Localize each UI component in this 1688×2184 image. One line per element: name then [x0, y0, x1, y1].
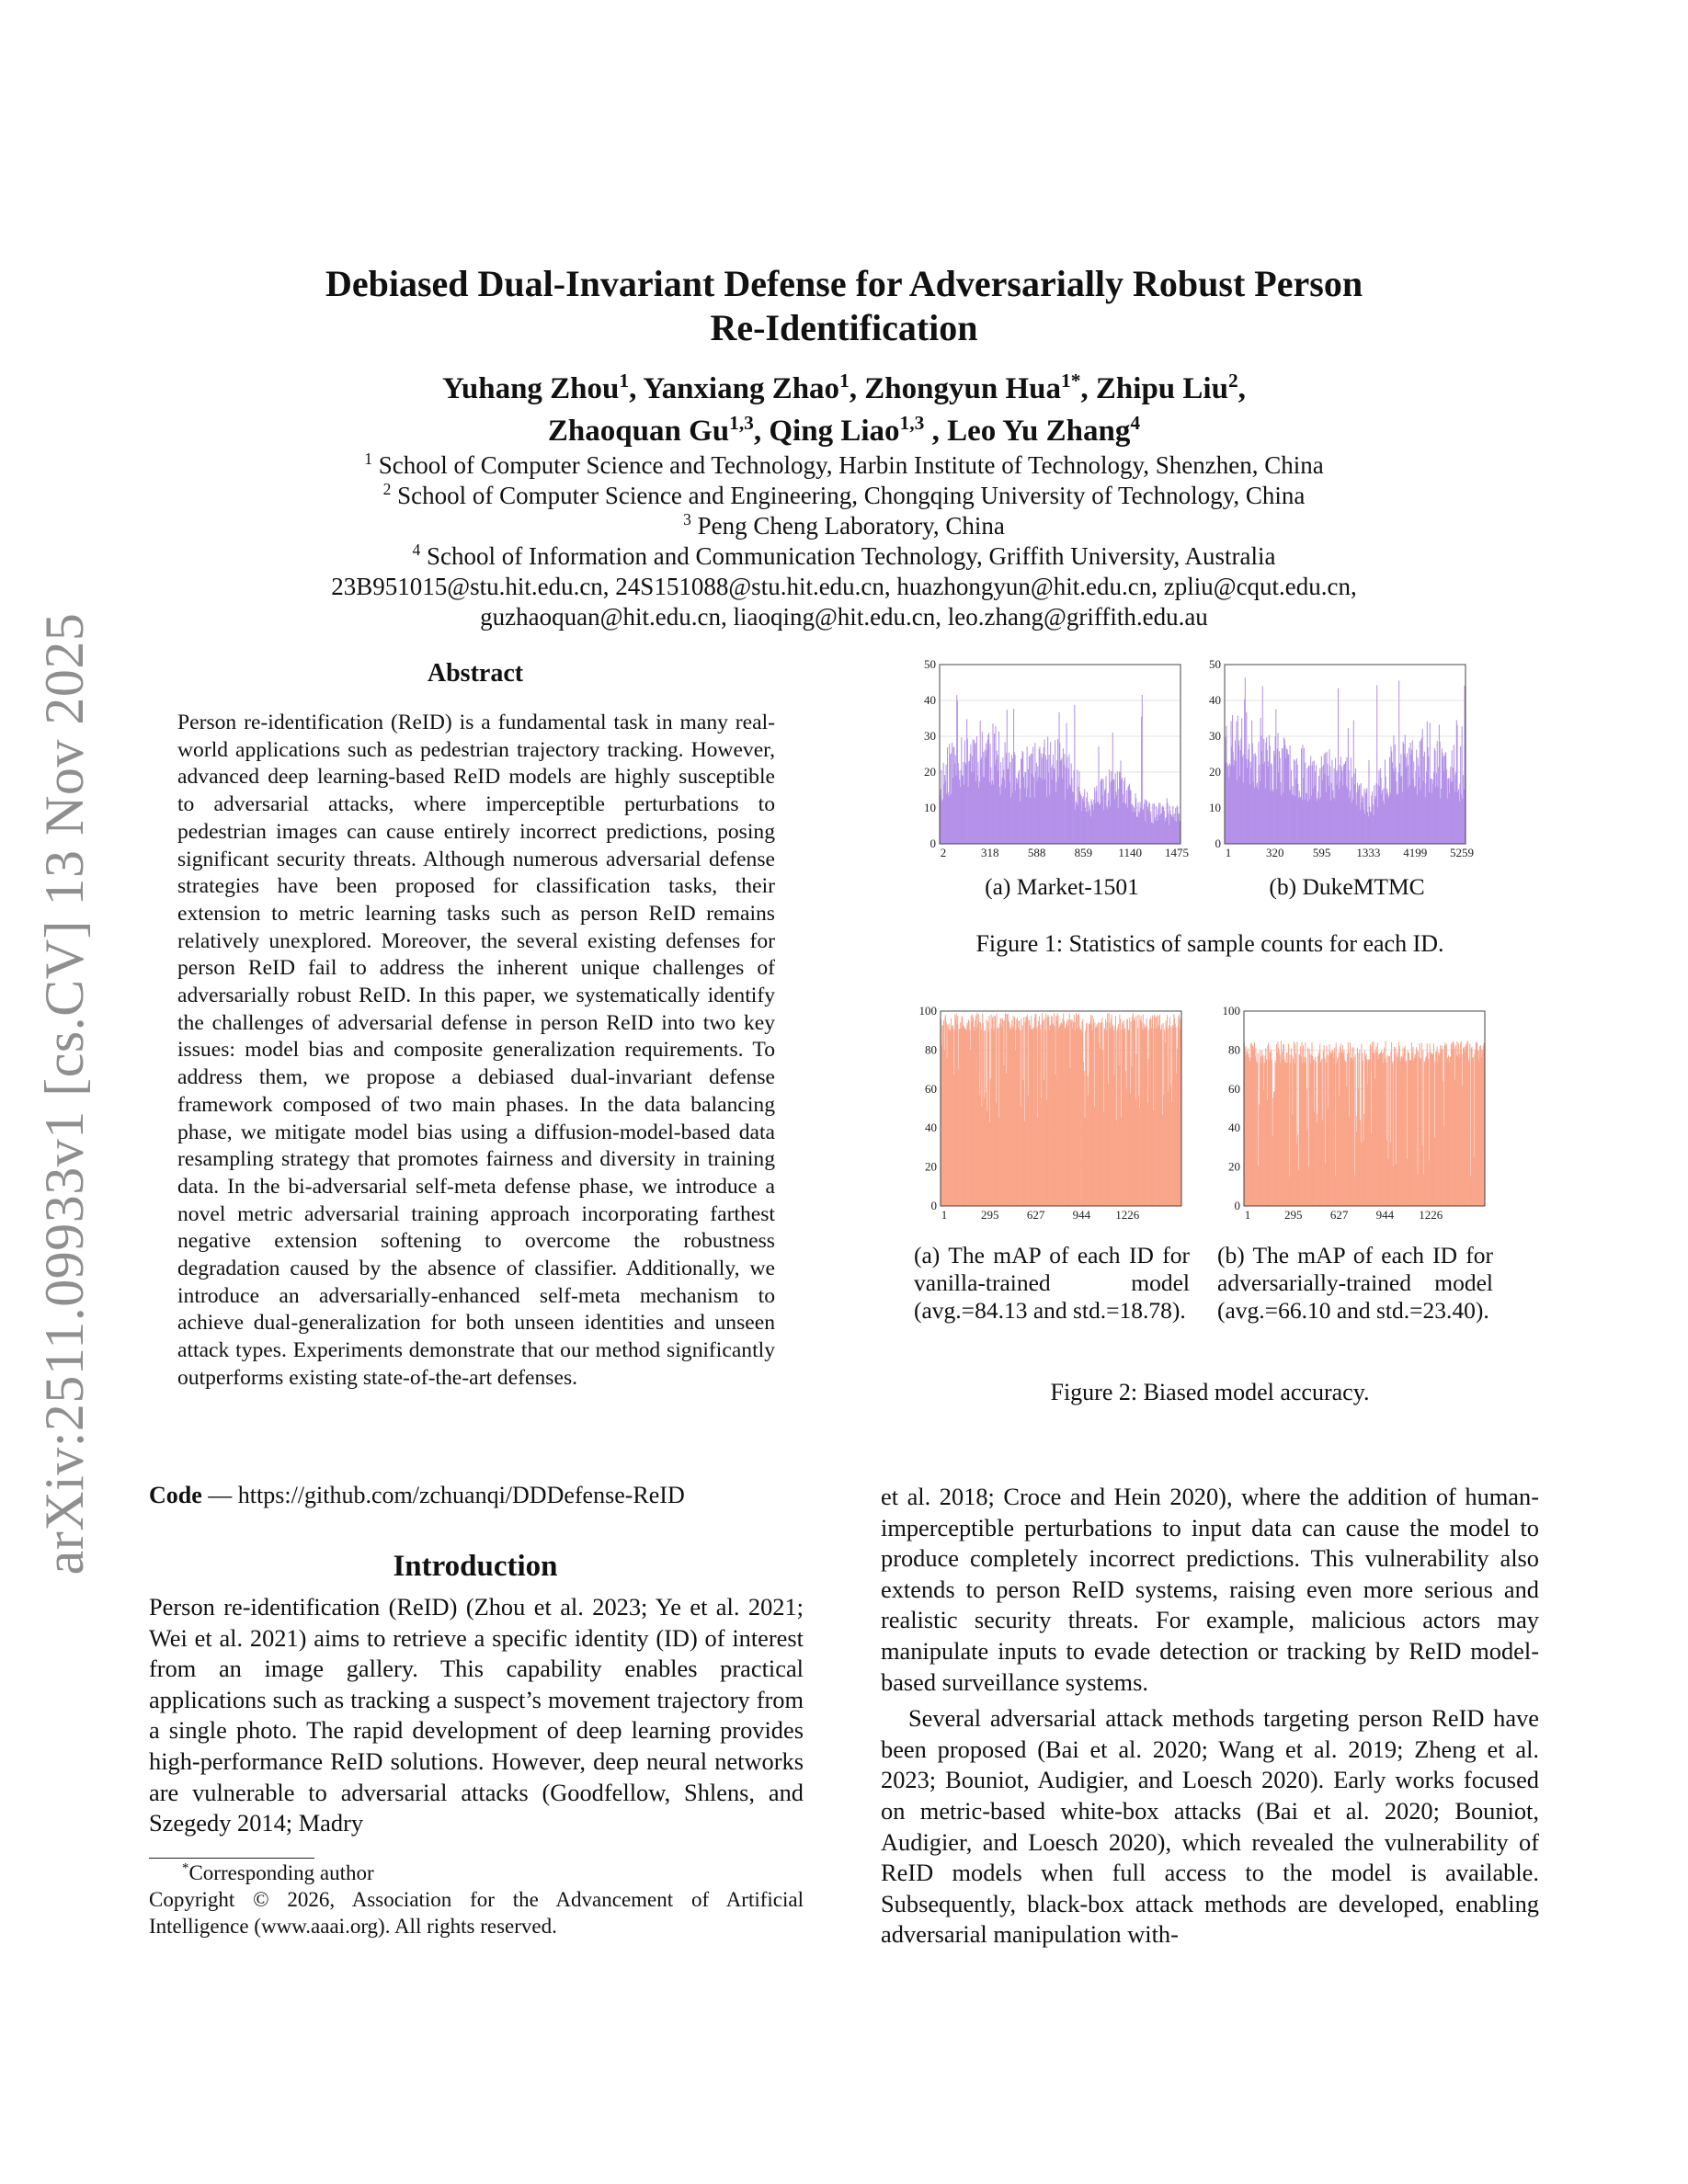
- figure2a-plot: [919, 1004, 1182, 1222]
- y-tick-label: 40: [1209, 693, 1221, 707]
- author-name: Zhipu Liu: [1095, 372, 1228, 405]
- figure1a-subcaption: (a) Market-1501: [985, 873, 1139, 900]
- y-tick-label: 10: [924, 801, 936, 814]
- figure2a-subcaption: (a) The mAP of each ID for vanilla-trained model (avg.=84.13 and std.=18.78).: [914, 1242, 1190, 1324]
- x-tick-label: 1475: [1165, 846, 1189, 859]
- y-tick-label: 20: [925, 1159, 937, 1174]
- affiliation-mark: 1: [364, 449, 372, 468]
- author-mark: 1*: [1060, 370, 1081, 392]
- abstract-heading: Abstract: [427, 659, 524, 688]
- title-line-2: Re-Identification: [710, 307, 978, 348]
- figure1b-chart: [1195, 657, 1489, 864]
- introduction-body: Person re-identification (ReID) (Zhou et al. 2023; Ye et al. 2021; Wei et al. 2021) aims to retrieve a specific identity (ID) of interest from an image gallery. This capability enables practical applications such as tracking a suspect’s movement trajectory from a single photo. The rapid development of deep learning provides high-performance ReID solutions. However, deep neural networks are vulnerable to adversarial attacks (Goodfellow, Shlens, and Szegedy 2014; Madry: [149, 1593, 804, 1837]
- x-tick-label: 588: [1027, 846, 1046, 859]
- right-column-body: [881, 1482, 1539, 1951]
- x-tick-label: 1: [1244, 1208, 1251, 1222]
- author-name: Yanxiang Zhao: [643, 372, 840, 405]
- code-link[interactable]: https://github.com/zchuanqi/DDDefense-ReID: [237, 1482, 685, 1508]
- x-tick-label: 295: [981, 1208, 999, 1222]
- x-tick-label: 944: [1375, 1208, 1395, 1222]
- y-tick-label: 40: [925, 1120, 937, 1135]
- author-name: Zhongyun Hua: [864, 372, 1061, 405]
- figure2b-chart: [1209, 1002, 1503, 1232]
- figure2b-subcaption: (b) The mAP of each ID for adversarially-trained model (avg.=66.10 and std.=23.40).: [1217, 1242, 1493, 1324]
- x-tick-label: 318: [981, 846, 999, 859]
- affiliation-text: School of Computer Science and Technology, Harbin Institute of Technology, Shenzhen, China: [378, 451, 1324, 479]
- y-tick-label: 20: [1209, 765, 1221, 779]
- copyright-note: Copyright © 2026, Association for the Advancement of Artificial Intelligence (www.aaai.org). All rights reserved.: [149, 1888, 804, 1938]
- title-line-1: Debiased Dual-Invariant Defense for Adversarially Robust Person: [325, 263, 1363, 304]
- introduction-heading: Introduction: [393, 1550, 558, 1583]
- x-tick-label: 4199: [1403, 846, 1428, 859]
- paper-title: [184, 262, 1504, 350]
- author-mark: 2: [1227, 370, 1238, 392]
- figure1-caption: Figure 1: Statistics of sample counts for each ID.: [975, 930, 1444, 957]
- figure1b-plot: [1209, 657, 1474, 859]
- code-label: Code: [149, 1482, 202, 1508]
- email-line-2: guzhaoquan@hit.edu.cn, liaoqing@hit.edu.cn, leo.zhang@griffith.edu.au: [480, 603, 1208, 631]
- y-tick-label: 80: [1228, 1042, 1240, 1057]
- affiliations: [184, 450, 1504, 632]
- x-tick-label: 595: [1312, 846, 1331, 859]
- y-tick-label: 30: [1209, 729, 1221, 743]
- y-tick-label: 100: [918, 1004, 937, 1018]
- author-mark: 1,3: [729, 412, 754, 434]
- paragraph: et al. 2018; Croce and Hein 2020), where the addition of human-imperceptible perturbations to input data can cause the model to produce completely incorrect predictions. This vulnerability also extends to person ReID systems, raising even more serious and realistic security threats. For example, malicious actors may manipulate inputs to evade detection or tracking by ReID model-based surveillance systems.: [881, 1483, 1539, 1696]
- y-tick-label: 0: [1234, 1199, 1240, 1212]
- affiliation-mark: 2: [382, 480, 392, 498]
- x-tick-label: 859: [1074, 846, 1093, 859]
- x-tick-label: 627: [1026, 1208, 1045, 1222]
- affiliation-line: [184, 481, 1504, 511]
- footnote: [149, 1860, 804, 1939]
- y-tick-label: 0: [1215, 836, 1221, 850]
- y-tick-label: 0: [930, 836, 936, 850]
- affiliation-text: School of Computer Science and Engineering, Chongqing University of Technology, China: [397, 482, 1306, 509]
- x-tick-label: 2: [940, 846, 947, 859]
- author-name: Zhaoquan Gu: [547, 415, 730, 448]
- figure1a-chart: [910, 657, 1204, 864]
- x-tick-label: 944: [1072, 1208, 1091, 1222]
- figure2-caption: Figure 2: Biased model accuracy.: [1050, 1379, 1370, 1405]
- email-line-1: 23B951015@stu.hit.edu.cn, 24S151088@stu.hit.edu.cn, huazhongyun@hit.edu.cn, zpliu@cqut.edu.cn,: [331, 573, 1357, 600]
- x-tick-label: 1: [941, 1208, 948, 1222]
- x-tick-label: 1226: [1115, 1208, 1140, 1222]
- affiliation-text: Peng Cheng Laboratory, China: [697, 512, 1005, 540]
- author-mark: 1: [839, 370, 850, 392]
- affiliation-text: School of Information and Communication Technology, Griffith University, Australia: [427, 542, 1276, 570]
- affiliation-mark: 4: [412, 540, 421, 559]
- x-tick-label: 627: [1329, 1208, 1349, 1222]
- footnote-rule: [149, 1858, 314, 1859]
- affiliation-line: [184, 450, 1504, 481]
- x-tick-label: 1140: [1118, 846, 1142, 859]
- y-tick-label: 40: [924, 693, 936, 707]
- paragraph: Several adversarial attack methods targeting person ReID have been proposed (Bai et al. 2020; Wang et al. 2019; Zheng et al. 2023; Bouniot, Audigier, and Loesch 2020). Early works focused on metric-based white-box attacks (Bai et al. 2020; Bouniot, Audigier, and Loesch 2020), which revealed the vulnerability of ReID models when full access to the model is available. Subsequently, black-box attack methods are developed, enabling adversarial manipulation with-: [881, 1704, 1539, 1949]
- affiliation-line: [184, 541, 1504, 572]
- x-tick-label: 1: [1225, 846, 1232, 859]
- arxiv-sidebar-stamp: arXiv:2511.09933v1 [cs.CV] 13 Nov 2025: [34, 612, 95, 1575]
- figure2b-plot: [1223, 1004, 1486, 1222]
- x-tick-label: 1226: [1419, 1208, 1443, 1222]
- author-mark: 4: [1130, 412, 1141, 434]
- x-tick-label: 295: [1284, 1208, 1303, 1222]
- y-tick-label: 0: [930, 1199, 937, 1212]
- y-tick-label: 50: [1209, 657, 1221, 671]
- y-tick-label: 40: [1228, 1120, 1240, 1135]
- y-tick-label: 80: [925, 1042, 937, 1057]
- author-mark: 1: [619, 370, 630, 392]
- x-tick-label: 320: [1266, 846, 1284, 859]
- author-mark: 1,3: [899, 412, 925, 434]
- code-line: Code — https://github.com/zchuanqi/DDDefense-ReID: [149, 1482, 685, 1508]
- author-list: [184, 368, 1504, 452]
- figure1a-plot: [924, 657, 1189, 859]
- y-tick-label: 50: [924, 657, 936, 671]
- affiliation-line: [184, 511, 1504, 541]
- y-tick-label: 60: [1228, 1081, 1240, 1096]
- author-name: Leo Yu Zhang: [947, 415, 1131, 448]
- author-line-1: Yuhang Zhou$^1$, Yanxiang Zhao$^1$, Zhongyun Hua$^{1*}$, Zhipu Liu$^2$,: [442, 370, 1246, 405]
- corresponding-author-text: Corresponding author: [188, 1861, 374, 1884]
- figure2a-chart: [906, 1002, 1200, 1232]
- x-tick-label: 1333: [1356, 846, 1381, 859]
- y-tick-label: 20: [924, 765, 936, 779]
- author-name: Qing Liao: [769, 415, 900, 448]
- y-tick-label: 20: [1228, 1159, 1240, 1174]
- affiliation-mark: 3: [683, 510, 691, 529]
- author-name: Yuhang Zhou: [442, 372, 620, 405]
- y-tick-label: 60: [925, 1081, 937, 1096]
- figure1b-subcaption: (b) DukeMTMC: [1269, 873, 1425, 900]
- x-tick-label: 5259: [1450, 846, 1474, 859]
- y-tick-label: 100: [1222, 1004, 1240, 1018]
- corresponding-author-note: *Corresponding author: [182, 1860, 374, 1884]
- y-tick-label: 10: [1209, 801, 1221, 814]
- author-line-2: Zhaoquan Gu$^{1,3}$, Qing Liao$^{1,3}$ , Leo Yu Zhang$^4$: [547, 412, 1141, 448]
- y-tick-label: 30: [924, 729, 936, 743]
- abstract-body: Person re-identification (ReID) is a fundamental task in many real-world applications such as pedestrian trajectory tracking. However, advanced deep learning-based ReID models are highly susceptible to adversarial attacks, where imperceptible perturbations to pedestrian images can cause entirely incorrect predictions, posing significant security threats. Although numerous adversarial defense strategies have been proposed for classification tasks, their extension to metric learning tasks such as person ReID remains relatively unexplored. Moreover, the several existing defenses for person ReID fail to address the inherent unique challenges of adversarially robust ReID. In this paper, we systematically identify the challenges of adversarial defense in person ReID into two key issues: model bias and composite generalization requirements. To address them, we propose a debiased dual-invariant defense framework composed of two main phases. In the data balancing phase, we mitigate model bias using a diffusion-model-based data resampling strategy that promotes fairness and diversity in training data. In the bi-adversarial self-meta defense phase, we introduce a novel metric adversarial training approach incorporating farthest negative extension softening to overcome the robustness degradation caused by the absence of classifier. Additionally, we introduce an adversarially-enhanced self-meta mechanism to achieve dual-generalization for both unseen identities and unseen attack types. Experiments demonstrate that our method significantly outperforms existing state-of-the-art defenses.: [177, 711, 775, 1390]
